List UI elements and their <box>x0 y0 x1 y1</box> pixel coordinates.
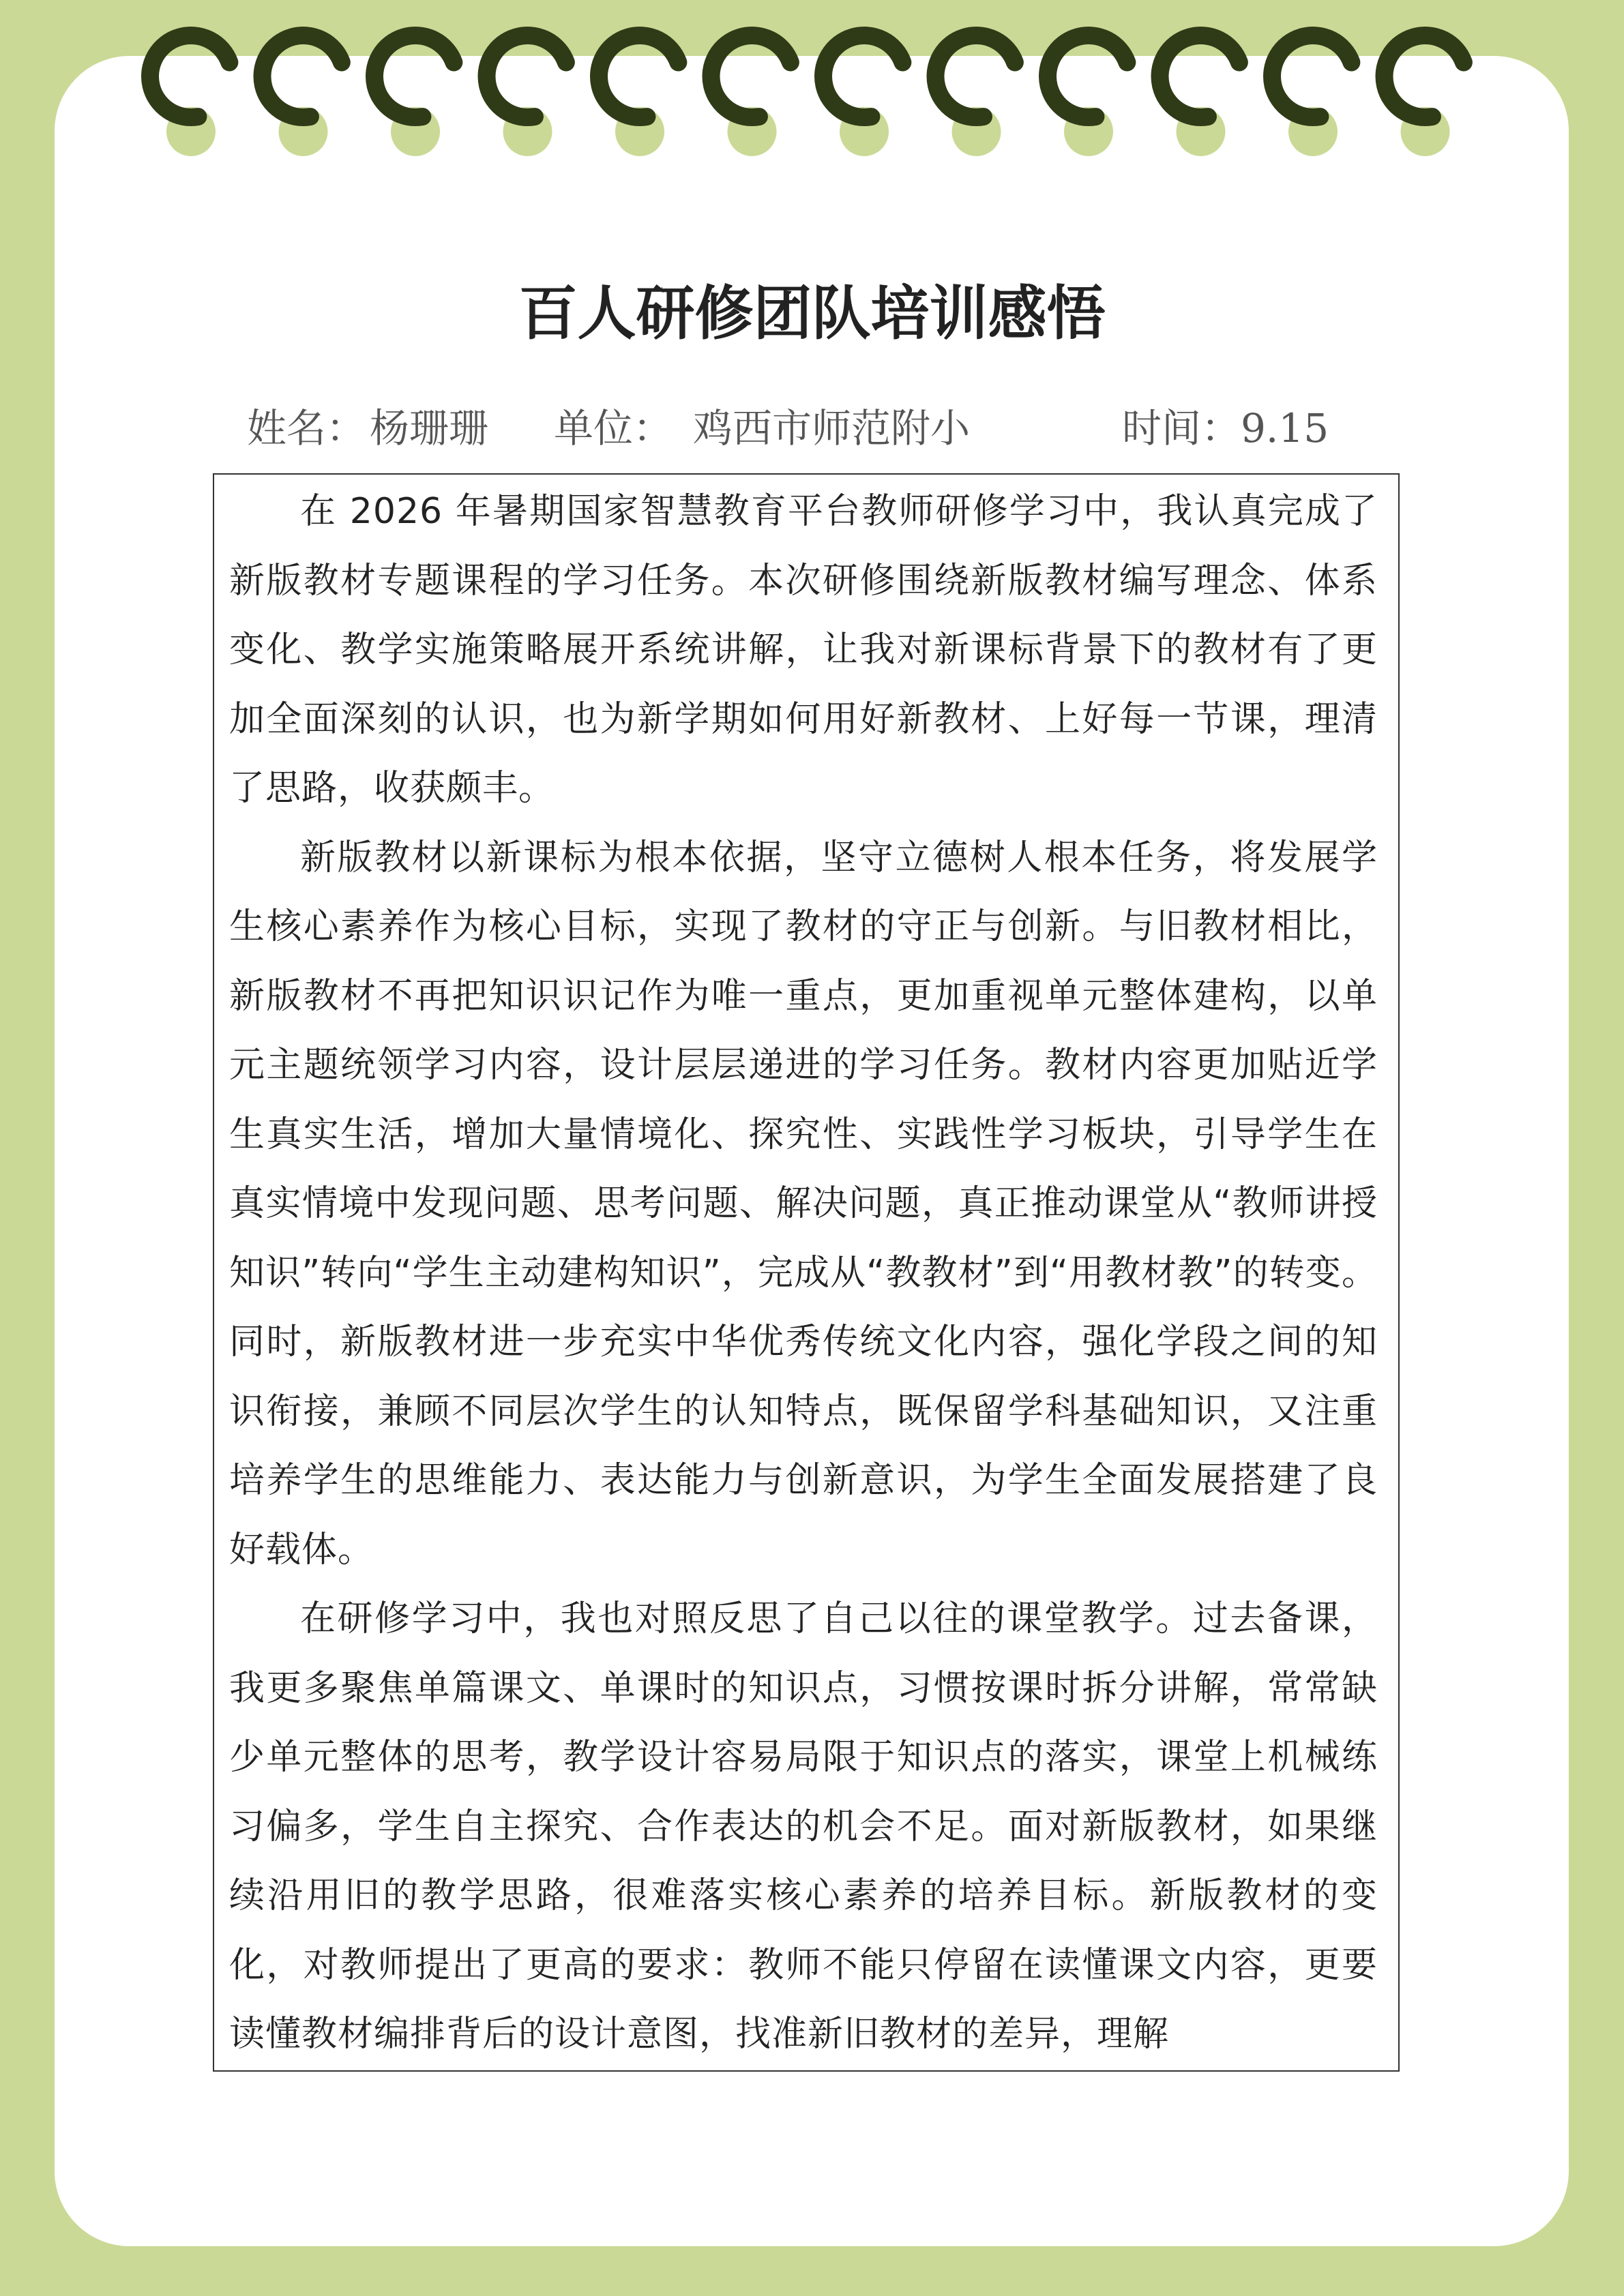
binding-ring <box>374 35 454 117</box>
binding-ring <box>599 35 678 117</box>
binding-ring <box>1160 35 1239 117</box>
essay-body <box>213 473 1400 2072</box>
unit-label: 单位： <box>554 405 673 451</box>
unit-value: 鸡西市师范附小 <box>693 405 971 451</box>
binding-ring <box>150 35 229 117</box>
name-value: 杨珊珊 <box>370 405 489 451</box>
paragraph-3: 在研修学习中，我也对照反思了自己以往的课堂教学。过去备课，我更多聚焦单篇课文、单课时的知识点，习惯按课时拆分讲解，常常缺少单元整体的思考，教学设计容易局限于知识点的落实，课堂上机械练习偏多，学生自主探究、合作表达的机会不足。面对新版教材，如果继续沿用旧的教学思路，很难落实核心素养的培养目标。新版教材的变化，对教师提出了更高的要求：教师不能只停留在读懂课文内容，更要读懂教材编排背后的设计意图，找准新旧教材的差异，理解 <box>229 1598 1378 2055</box>
binding-ring <box>711 35 790 117</box>
author-unit <box>554 401 970 456</box>
binding-ring <box>1384 35 1463 117</box>
paragraph-2: 新版教材以新课标为根本依据，坚守立德树人根本任务，将发展学生核心素养作为核心目标，实现了教材的守正与创新。与旧教材相比，新版教材不再把知识识记作为唯一重点，更加重视单元整体建构，以单元主题统领学习内容，设计层层递进的学习任务。教材内容更加贴近学生真实生活，增加大量情境化、探究性、实践性学习板块，引导学生在真实情境中发现问题、思考问题、解决问题，真正推动课堂从“教师讲授知识”转向“学生主动建构知识”，完成从“教教材”到“用教材教”的转变。同时，新版教材进一步充实中华优秀传统文化内容，强化学段之间的知识衔接，兼顾不同层次学生的认知特点，既保留学科基础知识，又注重培养学生的思维能力、表达能力与创新意识，为学生全面发展搭建了良好载体。 <box>229 837 1378 1570</box>
binding-ring <box>487 35 566 117</box>
spiral-binding <box>0 0 1624 177</box>
date <box>1122 401 1329 456</box>
binding-ring <box>823 35 902 117</box>
time-value: 9.15 <box>1241 405 1329 451</box>
binding-ring <box>1048 35 1127 117</box>
binding-ring <box>1272 35 1351 117</box>
page-title: 百人研修团队培训感悟 <box>518 279 1106 348</box>
author-name <box>247 401 488 456</box>
paragraph-1: 在 2026 年暑期国家智慧教育平台教师研修学习中，我认真完成了新版教材专题课程的学习任务。本次研修围绕新版教材编写理念、体系变化、教学实施策略展开系统讲解，让我对新课标背景下的教材有了更加全面深刻的认识，也为新学期如何用好新教材、上好每一节课，理清了思路，收获颇丰。 <box>229 491 1378 809</box>
binding-ring <box>936 35 1015 117</box>
time-label: 时间： <box>1122 405 1241 451</box>
name-label: 姓名： <box>247 405 366 451</box>
binding-ring <box>263 35 342 117</box>
